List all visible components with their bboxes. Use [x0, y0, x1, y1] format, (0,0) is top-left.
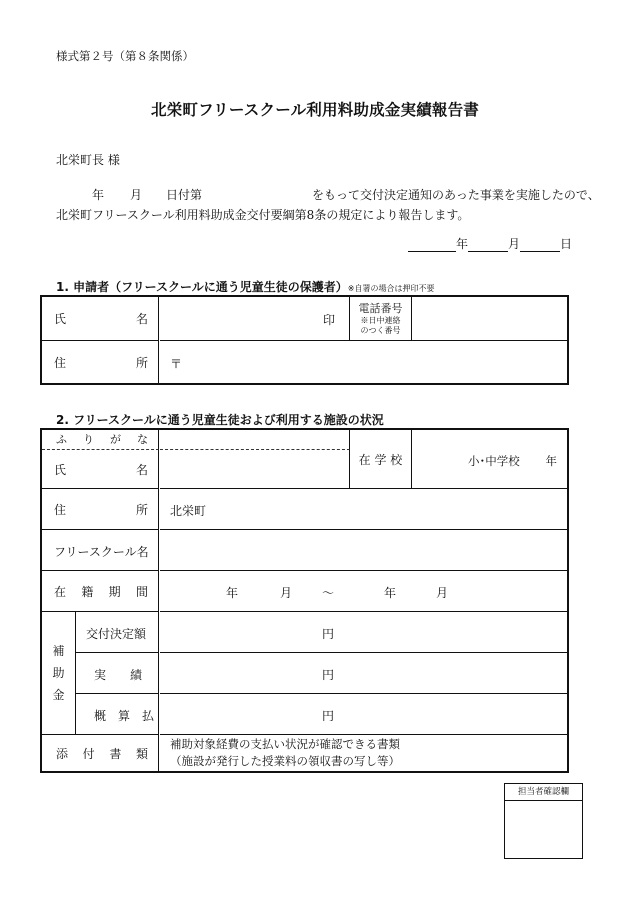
date-day-label: 日 — [559, 237, 572, 251]
enroll-start-year: 年 — [226, 586, 239, 600]
furigana-field[interactable] — [160, 430, 350, 450]
student-address-field[interactable] — [160, 489, 567, 530]
postal-mark: 〒 — [170, 357, 183, 371]
attach-line-1: 補助対象経費の支払い状況が確認できる書類 — [170, 737, 400, 751]
attach-field — [160, 735, 567, 771]
freeschool-field[interactable] — [160, 530, 567, 571]
attach-label: 添 付 書 類 — [42, 735, 159, 771]
page-title: 北栄町フリースクール利用料助成金実績報告書 — [151, 101, 479, 119]
phone-note-1: ※日中連絡 — [360, 316, 401, 325]
date-month-field[interactable] — [468, 237, 508, 252]
section1-title: 1. 申請者（フリースクールに通う児童生徒の保護者） — [56, 280, 348, 294]
subsidy-label: 補 助 金 — [42, 612, 76, 735]
subsidy-decided-field[interactable] — [160, 612, 567, 653]
enroll-field[interactable] — [160, 571, 567, 612]
student-name-label: 氏 名 — [42, 450, 159, 489]
subsidy-actual-label: 実 績 — [76, 653, 159, 694]
enroll-end-month: 月 — [436, 586, 449, 600]
student-name-field[interactable] — [160, 450, 350, 489]
enroll-start-month: 月 — [280, 586, 293, 600]
statement-day-ref: 日付第 — [166, 188, 203, 202]
date-month-label: 月 — [507, 237, 520, 251]
subsidy-decided-label: 交付決定額 — [76, 612, 159, 653]
school-field[interactable] — [412, 430, 567, 489]
report-statement — [56, 185, 600, 225]
school-value: 小･中学校 — [468, 454, 520, 468]
section2-heading — [56, 411, 384, 428]
subsidy-decided-unit: 円 — [322, 627, 335, 641]
student-address-label: 住 所 — [42, 489, 159, 530]
attach-line-2: （施設が発行した授業料の領収書の写し等） — [170, 754, 400, 768]
enroll-tilde: ～ — [322, 586, 335, 600]
subsidy-estimate-unit: 円 — [322, 709, 335, 723]
subsidy-actual-field[interactable] — [160, 653, 567, 694]
subsidy-estimate-field[interactable] — [160, 694, 567, 735]
report-date — [408, 235, 572, 252]
staff-confirm-label: 担当者確認欄 — [505, 784, 582, 801]
phone-label: 電話番号 — [358, 302, 403, 315]
applicant-grid — [40, 295, 569, 385]
statement-sentence-1: をもって交付決定通知のあった事業を実施したので、 — [312, 188, 600, 202]
freeschool-label: フリースクール名 — [42, 530, 159, 571]
applicant-name-label: 氏 名 — [42, 297, 159, 341]
form-number: 様式第２号（第８条関係） — [56, 49, 194, 63]
school-label: 在 学 校 — [350, 430, 412, 489]
date-year-label: 年 — [455, 237, 468, 251]
phone-field[interactable] — [412, 297, 567, 341]
applicant-address-label: 住 所 — [42, 341, 159, 383]
seal-mark: 印 — [322, 313, 335, 327]
enroll-end-year: 年 — [384, 586, 397, 600]
statement-sentence-2: 北栄町フリースクール利用料助成金交付要綱第8条の規定により報告します。 — [56, 208, 470, 222]
date-year-field[interactable] — [408, 237, 456, 252]
addressee: 北栄町長 様 — [56, 153, 120, 167]
section2-title: 2. フリースクールに通う児童生徒および利用する施設の状況 — [56, 413, 384, 427]
address-value: 北栄町 — [170, 504, 207, 518]
furigana-label: ふ り が な — [42, 430, 159, 450]
phone-label-cell — [350, 297, 412, 341]
subsidy-actual-unit: 円 — [322, 668, 335, 682]
applicant-name-field[interactable] — [160, 297, 350, 341]
section1-heading — [56, 278, 434, 295]
statement-year: 年 — [92, 188, 105, 202]
grade-label: 年 — [545, 454, 557, 468]
section1-note: ※自署の場合は押印不要 — [347, 284, 435, 293]
staff-confirm-box[interactable] — [504, 783, 583, 859]
student-grid — [40, 428, 569, 773]
date-day-field[interactable] — [520, 237, 560, 252]
enroll-label: 在 籍 期 間 — [42, 571, 159, 612]
subsidy-estimate-label: 概 算 払 — [76, 694, 159, 735]
statement-month: 月 — [130, 188, 143, 202]
phone-note-2: のつく番号 — [360, 326, 401, 335]
applicant-address-field[interactable] — [160, 341, 567, 383]
